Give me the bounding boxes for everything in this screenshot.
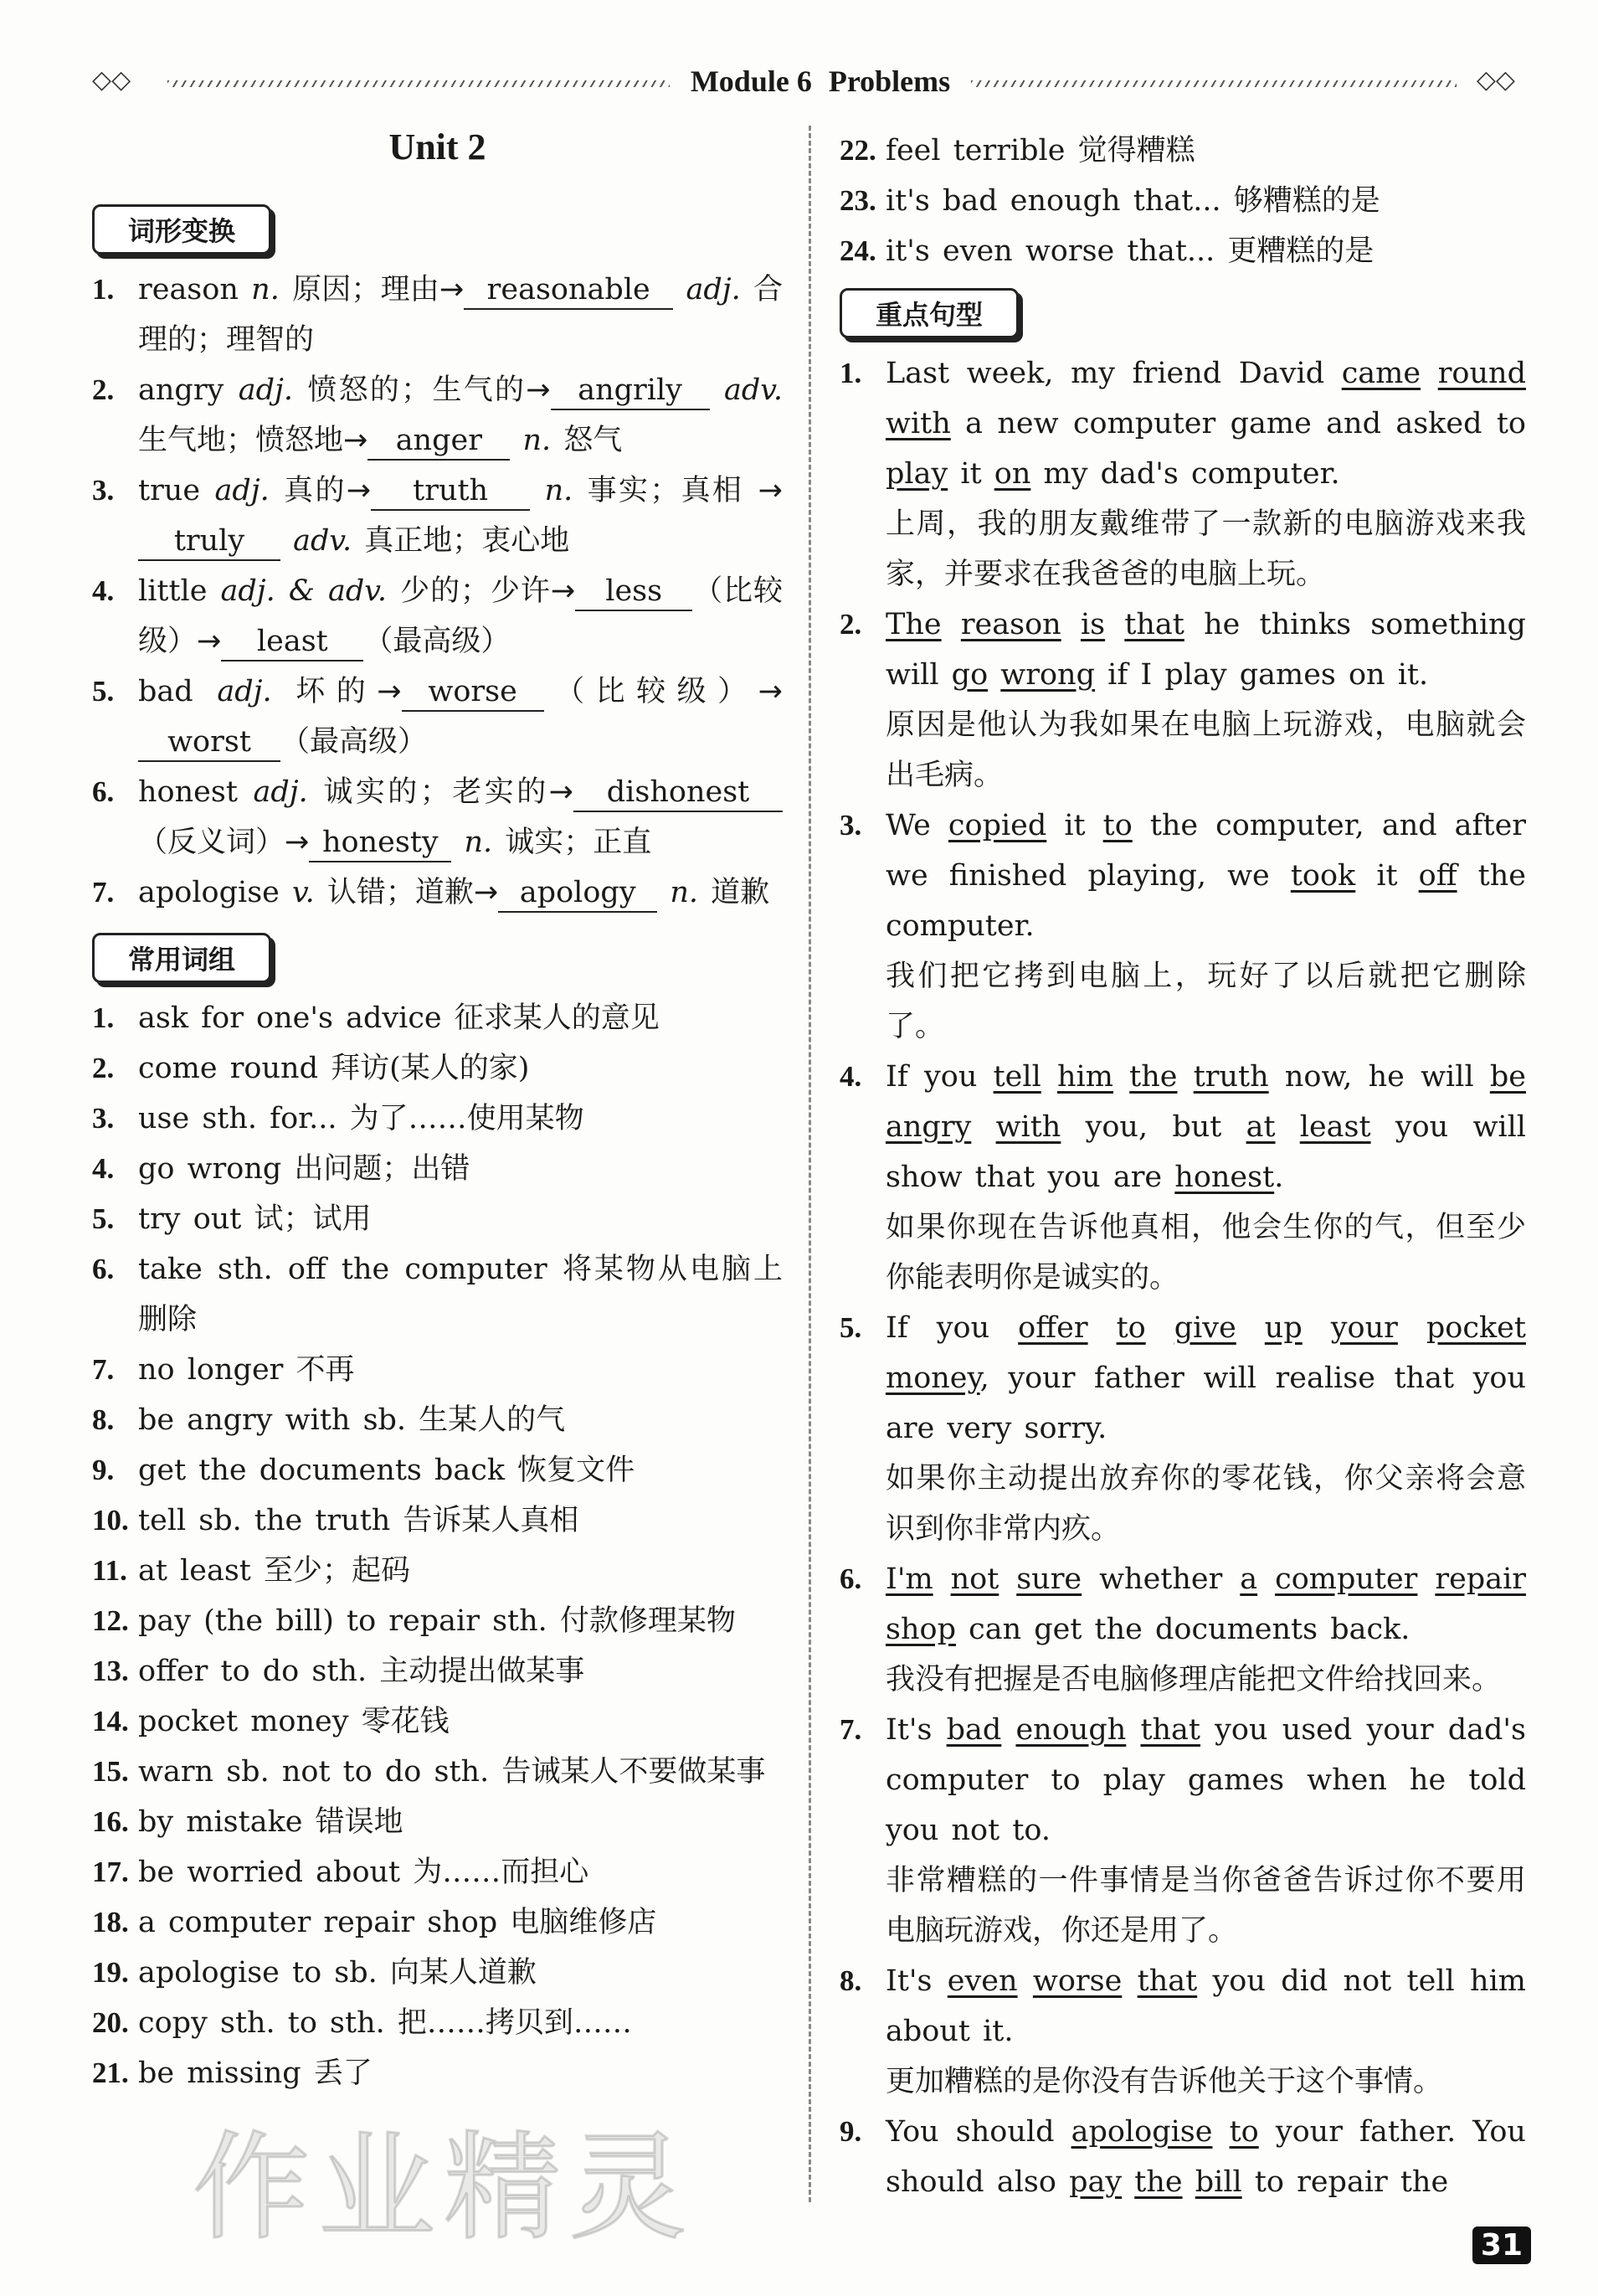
sentences-list [840, 348, 1526, 2207]
headword: honest [138, 775, 254, 809]
phrase-text: tell sb. the truth 告诉某人真相 [138, 1504, 579, 1537]
phrase-text: take sth. off the computer 将某物从电脑上删除 [138, 1253, 783, 1336]
meaning: 合理的；理智的 [138, 273, 784, 357]
answer-word: bad [946, 1713, 1002, 1747]
answer-word: the [1134, 2165, 1183, 2199]
meaning: 愤怒的；生气的→ [292, 373, 551, 407]
item-number: 7. [92, 1353, 115, 1386]
answer-word: off [1418, 859, 1457, 893]
watermark: 作业精灵 [193, 2120, 696, 2257]
phrase-item [92, 1345, 783, 1395]
sentence-text [886, 801, 1526, 1052]
item-number: 7. [840, 1713, 862, 1746]
answer-word: sure [1016, 1562, 1082, 1596]
phrase-item [92, 1194, 783, 1244]
sentence-english: If you offer to give up your pocket money, your father will realise that you are very sorry. [886, 1311, 1526, 1445]
item-number: 14. [92, 1705, 129, 1737]
phrase-text: pay (the bill) to repair sth. 付款修理某物 [138, 1604, 736, 1638]
phrase-item [92, 1094, 783, 1144]
answer-word: angry [886, 1110, 972, 1144]
phrase-item [92, 1747, 783, 1797]
answer-word: copied [948, 809, 1047, 842]
phrase-item [92, 2048, 783, 2098]
word-form-item [92, 365, 783, 466]
item-number: 21. [92, 2057, 129, 2089]
phrase-text: come round 拜访(某人的家) [138, 1052, 530, 1085]
answer-word: worse [1032, 1964, 1123, 1998]
answer-blank: worst [138, 723, 280, 762]
part-of-speech: adj. [253, 775, 308, 809]
phrase-item [92, 1797, 783, 1847]
answer-blank: apology [498, 874, 657, 913]
meaning: 诚实的；老实的→ [307, 775, 573, 809]
item-number: 8. [92, 1403, 115, 1436]
meaning: 认错；道歉→ [314, 876, 499, 909]
item-number: 7. [92, 876, 115, 909]
part-of-speech: n. [251, 273, 280, 306]
meaning: 原因；理由→ [279, 273, 465, 306]
phrase-item [92, 1244, 783, 1345]
phrases-list-continued [840, 126, 1526, 276]
answer-word: be [1489, 1060, 1526, 1094]
item-number: 19. [92, 1956, 129, 1989]
sentence-item [840, 1554, 1526, 1705]
part-of-speech: adj. [214, 474, 270, 507]
meaning: 事实；真相 → [573, 474, 784, 507]
phrase-text: be worried about 为……而担心 [138, 1856, 589, 1889]
part-of-speech: n. [657, 876, 699, 909]
phrase-item [840, 176, 1526, 226]
item-number: 4. [92, 1152, 115, 1185]
sentence-translation: 我没有把握是否电脑修理店能把文件给找回来。 [886, 1663, 1502, 1696]
answer-word: least [1299, 1110, 1371, 1144]
meaning: 道歉 [698, 876, 770, 909]
item-number: 5. [840, 1311, 862, 1344]
header-rule [971, 80, 1457, 87]
answer-word: took [1290, 859, 1356, 893]
answer-blank: least [221, 623, 363, 662]
answer-word: came [1341, 357, 1421, 390]
meaning: （最高级） [280, 725, 428, 759]
word-form-item [92, 265, 783, 365]
headword: reason [138, 273, 252, 306]
phrase-item [840, 226, 1526, 276]
phrase-text: it's bad enough that... 够糟糕的是 [886, 184, 1380, 218]
answer-word: that [1137, 1964, 1198, 1998]
answer-word: to [1102, 809, 1133, 842]
item-number: 11. [92, 1554, 127, 1587]
answer-word: with [886, 407, 951, 440]
sentence-translation: 如果你主动提出放弃你的零花钱，你父亲将会意识到你非常内疚。 [886, 1462, 1526, 1546]
sentence-text [886, 1705, 1526, 1956]
sentence-text [886, 2107, 1526, 2207]
sentence-text [886, 1956, 1526, 2107]
headword: apologise [138, 876, 293, 909]
phrase-item [92, 1998, 783, 2048]
item-number: 3. [92, 1102, 115, 1135]
item-number: 9. [92, 1454, 115, 1486]
headword: little [138, 574, 221, 608]
item-number: 5. [92, 1202, 115, 1235]
answer-blank: dishonest [573, 774, 783, 812]
answer-word: is [1080, 608, 1106, 641]
header-title: Module 6 Problems [690, 64, 951, 98]
phrase-item [840, 126, 1526, 176]
sentence-english: It's even worse that you did not tell him about it. [886, 1964, 1526, 2048]
sentence-item [840, 348, 1526, 600]
meaning: （最高级） [363, 625, 511, 658]
headword: bad [138, 675, 218, 708]
part-of-speech: adj. [673, 273, 741, 306]
phrase-text: apologise to sb. 向某人道歉 [138, 1956, 537, 1990]
answer-word: offer [1018, 1311, 1088, 1345]
phrase-item [92, 1546, 783, 1596]
word-form-item [92, 566, 783, 667]
phrase-text: at least 至少；起码 [138, 1554, 410, 1588]
sentence-text [886, 600, 1526, 801]
item-number: 15. [92, 1755, 129, 1788]
item-number: 9. [840, 2115, 862, 2148]
page-header [92, 59, 1515, 100]
section-sentences: 重点句型 [840, 288, 1019, 338]
sentence-translation: 非常糟糕的一件事情是当你爸爸告诉过你不要用电脑玩游戏，你还是用了。 [886, 1864, 1526, 1948]
answer-word: computer [1275, 1562, 1418, 1596]
item-number: 5. [92, 675, 115, 708]
answer-blank: truly [138, 523, 280, 561]
unit-title: Unit 2 [388, 126, 486, 167]
answer-word: apologise [1071, 2115, 1213, 2149]
answer-word: that [1124, 608, 1184, 641]
phrase-text: by mistake 错误地 [138, 1805, 403, 1839]
item-text [138, 466, 783, 566]
sentence-english: Last week, my friend David came round with a new computer game and asked to play it on my dad's computer. [886, 357, 1526, 491]
item-number: 13. [92, 1655, 129, 1687]
sentence-item [840, 1705, 1526, 1956]
item-number: 16. [92, 1805, 129, 1838]
phrases-list [92, 993, 783, 2098]
item-number: 8. [840, 1964, 862, 1997]
item-number: 2. [92, 373, 115, 406]
item-text [138, 265, 783, 365]
part-of-speech: v. [292, 876, 315, 909]
phrase-text: be angry with sb. 生某人的气 [138, 1403, 566, 1437]
phrase-text: it's even worse that... 更糟糕的是 [886, 234, 1374, 268]
meaning: 真的→ [269, 474, 372, 507]
item-number: 1. [92, 1001, 115, 1034]
meaning: 真正地；衷心地 [352, 524, 570, 558]
answer-word: truth [1193, 1060, 1269, 1094]
phrase-text: feel terrible 觉得糟糕 [886, 134, 1195, 167]
phrase-item [92, 1495, 783, 1546]
column-divider [809, 126, 811, 2202]
phrase-text: no longer 不再 [138, 1353, 355, 1387]
sentence-translation: 原因是他认为我如果在电脑上玩游戏，电脑就会出毛病。 [886, 708, 1526, 792]
answer-word: pay [1069, 2165, 1123, 2199]
phrase-text: get the documents back 恢复文件 [138, 1454, 635, 1487]
item-text [138, 365, 783, 466]
item-number: 2. [92, 1052, 115, 1084]
phrase-text: go wrong 出问题；出错 [138, 1152, 470, 1186]
part-of-speech: n. [510, 424, 552, 457]
answer-word: tell [993, 1060, 1041, 1094]
phrase-item [92, 1646, 783, 1696]
phrase-item [92, 993, 783, 1043]
item-text [138, 767, 783, 867]
item-text [138, 566, 783, 667]
sentence-item [840, 1303, 1526, 1554]
part-of-speech: n. [530, 474, 573, 507]
answer-word: pocket [1426, 1311, 1526, 1345]
sentence-english: It's bad enough that you used your dad's computer to play games when he told you not to. [886, 1713, 1526, 1847]
page-number: 31 [1472, 2227, 1531, 2264]
answer-blank: less [575, 573, 692, 611]
item-number: 17. [92, 1856, 129, 1888]
answer-word: up [1264, 1311, 1303, 1345]
section-phrases: 常用词组 [92, 933, 271, 983]
part-of-speech: n. [451, 826, 493, 859]
meaning: 少的；少许→ [387, 574, 576, 608]
sentence-item [840, 1956, 1526, 2107]
sentence-translation: 我们把它拷到电脑上，玩好了以后就把它删除了。 [886, 960, 1526, 1043]
phrase-text: try out 试；试用 [138, 1202, 372, 1236]
header-rule [167, 80, 670, 87]
meaning: （比较级）→ [138, 574, 783, 658]
sentence-item [840, 2107, 1526, 2207]
phrase-text: ask for one's advice 征求某人的意见 [138, 1001, 660, 1035]
answer-blank: anger [367, 422, 510, 461]
right-column [840, 126, 1526, 2207]
answer-blank: worse [402, 673, 544, 712]
phrase-text: copy sth. to sth. 把……拷贝到…… [138, 2006, 632, 2040]
answer-word: on [994, 457, 1031, 491]
word-forms-list [92, 265, 783, 918]
sentence-text [886, 1554, 1526, 1705]
answer-blank: angrily [551, 372, 710, 410]
part-of-speech: adj. [238, 373, 293, 407]
meaning: （反义词）→ [138, 826, 310, 859]
phrase-item [92, 1395, 783, 1445]
part-of-speech: adj. & adv. [220, 574, 388, 608]
answer-word: I'm [886, 1562, 933, 1596]
answer-word: the [1129, 1060, 1178, 1094]
answer-word: play [886, 457, 948, 491]
item-number: 6. [92, 775, 115, 808]
sentence-text [886, 1052, 1526, 1303]
item-number: 2. [840, 608, 862, 641]
answer-blank: honesty [309, 824, 451, 862]
answer-word: to [1116, 1311, 1146, 1345]
phrase-item [92, 1144, 783, 1194]
phrase-item [92, 1897, 783, 1948]
answer-word: reason [960, 608, 1061, 641]
diamond-icon: ◇◇ [1476, 65, 1515, 95]
item-number: 24. [840, 234, 876, 267]
item-number: 3. [840, 809, 862, 842]
answer-word: go [951, 658, 989, 692]
answer-word: your [1330, 1311, 1398, 1345]
part-of-speech: adv. [280, 524, 352, 558]
item-number: 18. [92, 1906, 129, 1938]
sentence-english: You should apologise to your father. You should also pay the bill to repair the [886, 2115, 1526, 2199]
answer-word: money [886, 1362, 980, 1395]
left-column [92, 126, 783, 2098]
answer-word: round [1437, 357, 1526, 390]
phrase-text: warn sb. not to do sth. 告诫某人不要做某事 [138, 1755, 766, 1789]
phrase-item [92, 1596, 783, 1646]
answer-word: not [950, 1562, 999, 1596]
word-form-item [92, 667, 783, 767]
item-number: 6. [92, 1253, 115, 1285]
phrase-item [92, 1445, 783, 1495]
meaning: 生气地；愤怒地→ [138, 424, 368, 457]
answer-blank: reasonable [464, 271, 673, 310]
phrase-item [92, 1847, 783, 1897]
answer-word: him [1057, 1060, 1113, 1094]
answer-word: give [1174, 1311, 1236, 1345]
item-number: 6. [840, 1562, 862, 1595]
word-form-item [92, 867, 783, 918]
answer-word: a [1240, 1562, 1258, 1596]
answer-word: wrong [1000, 658, 1096, 692]
sentence-text [886, 348, 1526, 600]
item-number: 4. [92, 574, 115, 607]
item-number: 10. [92, 1504, 129, 1537]
item-text [138, 667, 783, 767]
headword: angry [138, 373, 239, 407]
part-of-speech: adv. [709, 373, 783, 407]
item-text [138, 867, 783, 918]
sentence-english: We copied it to the computer, and after we finished playing, we took it off the computer. [886, 809, 1527, 943]
phrase-text: offer to do sth. 主动提出做某事 [138, 1655, 585, 1688]
section-word-forms: 词形变换 [92, 204, 271, 255]
phrase-item [92, 1043, 783, 1094]
meaning: 怒气 [551, 424, 623, 457]
answer-word: to [1229, 2115, 1259, 2149]
item-number: 12. [92, 1604, 129, 1637]
item-number: 1. [840, 357, 862, 389]
part-of-speech: adj. [217, 675, 272, 708]
item-number: 20. [92, 2006, 129, 2039]
answer-word: that [1140, 1713, 1200, 1747]
sentence-english: I'm not sure whether a computer repair shop can get the documents back. [886, 1562, 1526, 1646]
word-form-item [92, 466, 783, 566]
item-number: 23. [840, 184, 876, 217]
meaning: 诚实；正直 [492, 826, 652, 859]
meaning: 坏的→ [271, 675, 402, 708]
item-number: 4. [840, 1060, 862, 1093]
word-form-item [92, 767, 783, 867]
phrase-item [92, 1948, 783, 1998]
sentence-translation: 如果你现在告诉他真相，他会生你的气，但至少你能表明你是诚实的。 [886, 1211, 1526, 1295]
sentence-text [886, 1303, 1526, 1554]
sentence-item [840, 600, 1526, 801]
answer-blank: truth [371, 472, 530, 511]
item-number: 3. [92, 474, 115, 507]
answer-word: The [886, 608, 942, 641]
sentence-english: The reason is that he thinks something will go wrong if I play games on it. [886, 608, 1526, 692]
item-number: 1. [92, 273, 115, 306]
sentence-item [840, 1052, 1526, 1303]
phrase-text: pocket money 零花钱 [138, 1705, 450, 1738]
answer-word: with [995, 1110, 1061, 1144]
answer-word: honest [1174, 1161, 1275, 1194]
answer-word: shop [886, 1613, 956, 1646]
headword: true [138, 474, 215, 507]
phrase-text: use sth. for... 为了……使用某物 [138, 1102, 584, 1135]
answer-word: repair [1435, 1562, 1526, 1596]
answer-word: bill [1195, 2165, 1242, 2199]
sentence-translation: 上周，我的朋友戴维带了一款新的电脑游戏来我家，并要求在我爸爸的电脑上玩。 [886, 507, 1526, 591]
phrase-text: be missing 丢了 [138, 2057, 373, 2090]
answer-word: even [947, 1964, 1018, 1998]
item-number: 22. [840, 134, 876, 167]
meaning: （比较级）→ [543, 675, 783, 708]
sentence-item [840, 801, 1526, 1052]
answer-word: enough [1015, 1713, 1127, 1747]
sentence-translation: 更加糟糕的是你没有告诉他关于这个事情。 [886, 2065, 1443, 2098]
phrase-item [92, 1696, 783, 1747]
sentence-english: If you tell him the truth now, he will be angry with you, but at least you will show that you are honest. [886, 1060, 1526, 1194]
answer-word: at [1246, 1110, 1276, 1144]
diamond-icon: ◇◇ [92, 65, 131, 95]
phrase-text: a computer repair shop 电脑维修店 [138, 1906, 657, 1939]
